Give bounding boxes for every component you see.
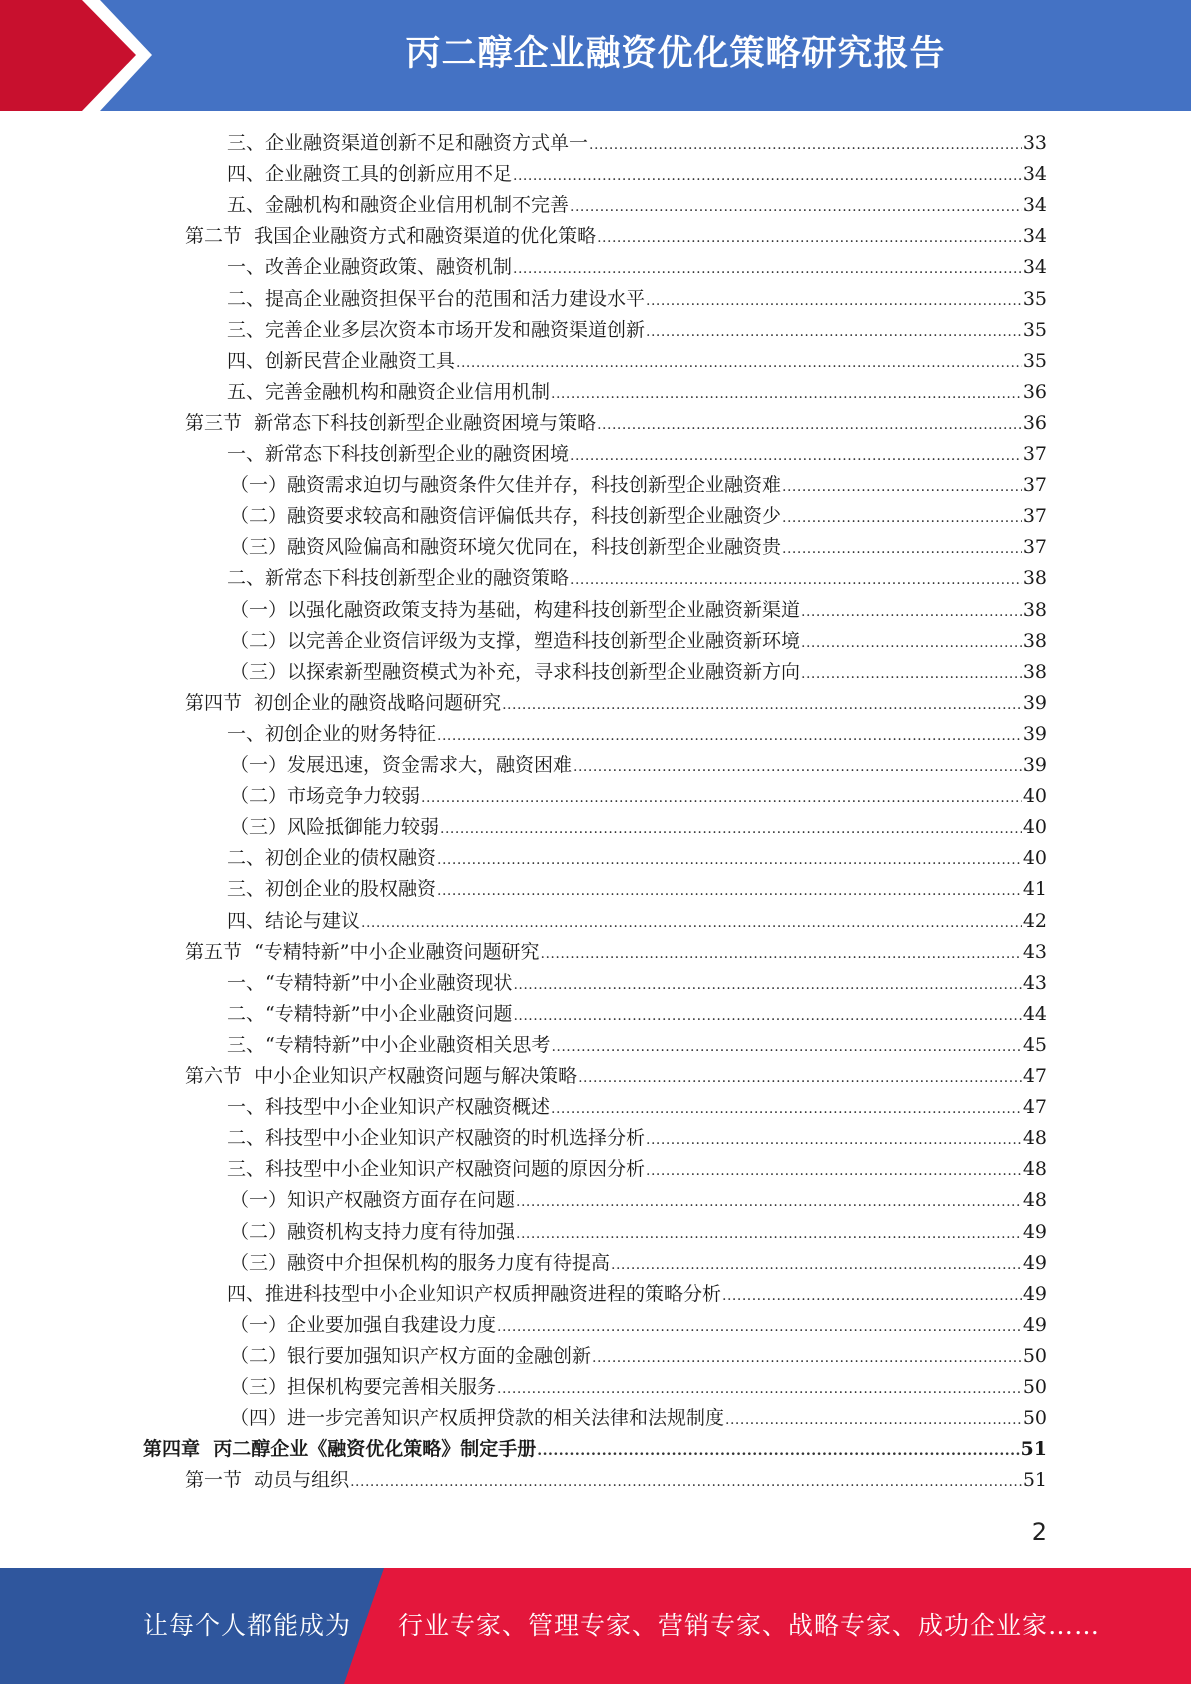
toc-leader-dots: [646, 284, 1022, 317]
toc-entry-page: 40: [1022, 785, 1047, 808]
toc-entry[interactable]: [227, 315, 1047, 346]
toc-entry-label: 一、“专精特新”中小企业融资现状: [227, 971, 513, 994]
toc-entry[interactable]: [227, 252, 1047, 283]
toc-leader-dots: [782, 532, 1022, 565]
toc-entry-page: 38: [1022, 660, 1047, 683]
toc-leader-dots: [516, 1217, 1022, 1250]
toc-leader-dots: [513, 252, 1022, 285]
toc-leader-dots: [801, 657, 1022, 690]
toc-entry-label: 四、推进科技型中小企业知识产权质押融资进程的策略分析: [227, 1282, 722, 1305]
toc-entry-page: 37: [1022, 474, 1047, 497]
toc-entry[interactable]: [230, 1310, 1047, 1341]
toc-entry-page: 34: [1022, 163, 1047, 186]
toc-entry-page: 34: [1022, 194, 1047, 217]
toc-entry[interactable]: [230, 657, 1047, 688]
toc-entry-label: 二、提高企业融资担保平台的范围和活力建设水平: [227, 287, 646, 310]
toc-entry[interactable]: [185, 221, 1047, 252]
toc-entry[interactable]: [230, 1217, 1047, 1248]
toc-entry-label: （二）融资机构支持力度有待加强: [230, 1220, 516, 1243]
toc-entry-page: 42: [1022, 909, 1047, 932]
toc-entry-page: 35: [1022, 318, 1047, 341]
toc-leader-dots: [497, 1372, 1022, 1405]
toc-entry[interactable]: [227, 128, 1047, 159]
toc-entry-label: （一）企业要加强自我建设力度: [230, 1313, 497, 1336]
toc-entry-page: 40: [1022, 816, 1047, 839]
toc-entry-page: 49: [1022, 1220, 1047, 1243]
toc-entry-label: （二）市场竞争力较弱: [230, 785, 421, 808]
toc-entry-label: （一）知识产权融资方面存在问题: [230, 1189, 516, 1212]
toc-leader-dots: [440, 812, 1022, 845]
toc-entry-page: 37: [1022, 505, 1047, 528]
toc-entry-page: 34: [1022, 225, 1047, 248]
toc-entry-label: 第五节 “专精特新”中小企业融资问题研究: [185, 940, 540, 963]
toc-entry[interactable]: [227, 874, 1047, 905]
toc-leader-dots: [646, 1154, 1022, 1187]
toc-entry[interactable]: [185, 1061, 1047, 1092]
toc-entry-label: （一）以强化融资政策支持为基础，构建科技创新型企业融资新渠道: [230, 598, 801, 621]
toc-entry[interactable]: [185, 937, 1047, 968]
toc-entry[interactable]: [230, 1185, 1047, 1216]
toc-entry-label: 一、科技型中小企业知识产权融资概述: [227, 1096, 551, 1119]
toc-entry-label: （三）担保机构要完善相关服务: [230, 1376, 497, 1398]
toc-entry-label: 第一节 动员与组织: [185, 1469, 350, 1492]
toc-entry[interactable]: [230, 1372, 1047, 1403]
toc-entry[interactable]: [230, 750, 1047, 781]
toc-entry[interactable]: [230, 1248, 1047, 1279]
toc-leader-dots: [551, 1030, 1021, 1063]
toc-entry[interactable]: [227, 1092, 1047, 1123]
toc-leader-dots: [551, 377, 1022, 410]
toc-entry[interactable]: [227, 906, 1047, 937]
toc-entry-label: （一）融资需求迫切与融资条件欠佳并存，科技创新型企业融资难: [230, 474, 782, 497]
toc-entry-label: 二、新常态下科技创新型企业的融资策略: [227, 567, 570, 590]
toc-leader-dots: [573, 750, 1022, 783]
toc-entry-page: 39: [1022, 754, 1047, 776]
toc-leader-dots: [516, 1185, 1022, 1218]
toc-entry[interactable]: [230, 1341, 1047, 1372]
toc-entry[interactable]: [227, 1279, 1047, 1310]
toc-entry[interactable]: [185, 1465, 1047, 1496]
toc-entry[interactable]: [227, 719, 1047, 750]
toc-entry-page: 51: [1020, 1438, 1047, 1461]
toc-entry-page: 48: [1022, 1158, 1047, 1181]
toc-entry[interactable]: [230, 781, 1047, 812]
toc-entry[interactable]: [227, 377, 1047, 408]
toc-entry-page: 36: [1022, 380, 1047, 403]
toc-leader-dots: [578, 1061, 1022, 1094]
toc-entry-label: 三、企业融资渠道创新不足和融资方式单一: [227, 132, 589, 154]
toc-entry-page: 37: [1022, 443, 1047, 465]
toc-leader-dots: [513, 968, 1021, 1001]
toc-leader-dots: [350, 1465, 1022, 1498]
toc-entry[interactable]: [227, 439, 1047, 470]
toc-leader-dots: [456, 346, 1022, 379]
toc-leader-dots: [646, 1123, 1022, 1156]
toc-leader-dots: [570, 190, 1022, 223]
toc-leader-dots: [570, 439, 1022, 472]
toc-entry-label: （二）融资要求较高和融资信评偏低共存，科技创新型企业融资少: [230, 505, 782, 528]
toc-leader-dots: [801, 626, 1022, 659]
footer-slogan-left: 让每个人都能成为: [143, 1611, 352, 1640]
toc-leader-dots: [570, 563, 1022, 596]
toc-leader-dots: [646, 315, 1022, 348]
toc-entry-page: 34: [1022, 256, 1047, 279]
toc-entry-page: 49: [1022, 1313, 1047, 1336]
toc-entry-page: 37: [1022, 536, 1047, 559]
toc-leader-dots: [782, 501, 1022, 534]
toc-entry-label: 三、完善企业多层次资本市场开发和融资渠道创新: [227, 318, 646, 341]
header-chevron-red-decoration: [0, 0, 140, 111]
toc-entry-page: 49: [1022, 1251, 1047, 1274]
toc-entry-page: 48: [1022, 1189, 1047, 1212]
toc-entry-page: 38: [1022, 567, 1047, 590]
toc-entry-page: 43: [1022, 971, 1047, 994]
toc-entry-page: 50: [1022, 1344, 1047, 1367]
toc-entry[interactable]: [143, 1434, 1047, 1465]
toc-entry-page: 40: [1022, 847, 1047, 870]
toc-leader-dots: [611, 1248, 1022, 1281]
toc-entry[interactable]: [230, 1403, 1047, 1434]
toc-entry-label: 一、初创企业的财务特征: [227, 722, 437, 745]
toc-leader-dots: [502, 688, 1022, 721]
toc-entry[interactable]: [227, 159, 1047, 190]
toc-leader-dots: [437, 719, 1022, 752]
toc-entry-page: 38: [1022, 598, 1047, 621]
toc-entry-page: 41: [1022, 878, 1047, 901]
toc-leader-dots: [597, 221, 1022, 254]
toc-entry-label: 五、完善金融机构和融资企业信用机制: [227, 380, 551, 403]
toc-entry-label: 第六节 中小企业知识产权融资问题与解决策略: [185, 1065, 578, 1087]
toc-entry-page: 39: [1022, 722, 1047, 745]
toc-entry-label: 三、科技型中小企业知识产权融资问题的原因分析: [227, 1158, 646, 1181]
toc-entry[interactable]: [230, 532, 1047, 563]
toc-entry[interactable]: [227, 284, 1047, 315]
toc-entry-page: 47: [1022, 1096, 1047, 1119]
toc-leader-dots: [437, 843, 1022, 876]
toc-entry-page: 38: [1022, 629, 1047, 652]
toc-leader-dots: [497, 1310, 1022, 1343]
toc-entry-label: 第二节 我国企业融资方式和融资渠道的优化策略: [185, 225, 597, 248]
footer-slogan-right: 行业专家、管理专家、营销专家、战略专家、成功企业家……: [398, 1611, 1101, 1640]
toc-entry-page: 51: [1022, 1469, 1047, 1492]
toc-entry-page: 33: [1022, 132, 1047, 154]
toc-entry[interactable]: [227, 999, 1047, 1030]
toc-entry[interactable]: [227, 190, 1047, 221]
toc-entry-page: 39: [1022, 691, 1047, 714]
toc-entry-label: 二、“专精特新”中小企业融资问题: [227, 1002, 513, 1025]
toc-entry-label: 五、金融机构和融资企业信用机制不完善: [227, 194, 570, 217]
toc-entry-label: 三、初创企业的股权融资: [227, 878, 437, 901]
toc-leader-dots: [782, 470, 1022, 503]
toc-entry[interactable]: [227, 843, 1047, 874]
toc-leader-dots: [589, 128, 1022, 161]
toc-entry-label: 二、初创企业的债权融资: [227, 847, 437, 870]
toc-entry-page: 45: [1022, 1033, 1047, 1056]
toc-entry-page: 47: [1022, 1065, 1047, 1087]
toc-entry-label: 四、企业融资工具的创新应用不足: [227, 163, 513, 186]
toc-leader-dots: [361, 906, 1022, 939]
toc-leader-dots: [541, 937, 1022, 970]
toc-entry-label: （一）发展迅速，资金需求大，融资困难: [230, 754, 573, 776]
toc-entry-page: 48: [1022, 1127, 1047, 1150]
toc-leader-dots: [513, 159, 1022, 192]
toc-entry-label: （四）进一步完善知识产权质押贷款的相关法律和法规制度: [230, 1407, 725, 1430]
toc-entry-label: 二、科技型中小企业知识产权融资的时机选择分析: [227, 1127, 646, 1150]
toc-entry[interactable]: [227, 968, 1047, 999]
toc-entry-label: 一、改善企业融资政策、融资机制: [227, 256, 513, 279]
toc-entry-page: 44: [1022, 1002, 1047, 1025]
page-number: 2: [1031, 1518, 1047, 1546]
toc-entry[interactable]: [230, 501, 1047, 532]
toc-leader-dots: [597, 408, 1022, 441]
toc-entry-label: （三）以探索新型融资模式为补充，寻求科技创新型企业融资新方向: [230, 660, 801, 683]
toc-entry[interactable]: [227, 1123, 1047, 1154]
toc-entry[interactable]: [227, 1030, 1047, 1061]
toc-entry-label: 第三节 新常态下科技创新型企业融资困境与策略: [185, 411, 597, 434]
toc-entry[interactable]: [227, 346, 1047, 377]
page-header: [0, 0, 1191, 111]
toc-entry-label: 一、新常态下科技创新型企业的融资困境: [227, 443, 570, 465]
toc-leader-dots: [722, 1279, 1022, 1312]
toc-entry-label: （三）融资中介担保机构的服务力度有待提高: [230, 1251, 611, 1274]
toc-leader-dots: [801, 595, 1022, 628]
toc-entry-label: （三）风险抵御能力较弱: [230, 816, 440, 839]
toc-entry-label: 第四章 丙二醇企业《融资优化策略》制定手册: [143, 1438, 537, 1461]
document-title: 丙二醇企业融资优化策略研究报告: [405, 34, 946, 74]
toc-entry-label: 三、“专精特新”中小企业融资相关思考: [227, 1033, 551, 1056]
toc-entry-page: 49: [1022, 1282, 1047, 1305]
toc-entry-label: （三）融资风险偏高和融资环境欠优同在，科技创新型企业融资贵: [230, 536, 782, 559]
toc-entry[interactable]: [227, 1154, 1047, 1185]
toc-entry[interactable]: [230, 470, 1047, 501]
toc-leader-dots: [537, 1434, 1019, 1467]
toc-entry-page: 50: [1022, 1407, 1047, 1430]
toc-leader-dots: [421, 781, 1022, 814]
toc-entry-label: 第四节 初创企业的融资战略问题研究: [185, 691, 502, 714]
toc-entry[interactable]: [185, 408, 1047, 439]
toc-entry-label: （二）以完善企业资信评级为支撑，塑造科技创新型企业融资新环境: [230, 629, 801, 652]
toc-leader-dots: [725, 1403, 1022, 1436]
toc-entry[interactable]: [230, 626, 1047, 657]
toc-entry-label: 四、创新民营企业融资工具: [227, 349, 456, 372]
toc-leader-dots: [592, 1341, 1022, 1374]
toc-entry-page: 35: [1022, 287, 1047, 310]
toc-leader-dots: [551, 1092, 1022, 1125]
toc-entry[interactable]: [185, 688, 1047, 719]
toc-entry-page: 35: [1022, 349, 1047, 372]
toc-entry-page: 43: [1022, 940, 1047, 963]
toc-leader-dots: [437, 874, 1022, 907]
toc-entry[interactable]: [230, 812, 1047, 843]
toc-entry-label: （二）银行要加强知识产权方面的金融创新: [230, 1344, 592, 1367]
toc-entry-label: 四、结论与建议: [227, 909, 361, 932]
toc-entry[interactable]: [227, 563, 1047, 594]
page-footer: [0, 1568, 1191, 1684]
toc-entry[interactable]: [230, 595, 1047, 626]
toc-entry-page: 50: [1022, 1376, 1047, 1398]
toc-leader-dots: [513, 999, 1021, 1032]
toc-entry-page: 36: [1022, 411, 1047, 434]
